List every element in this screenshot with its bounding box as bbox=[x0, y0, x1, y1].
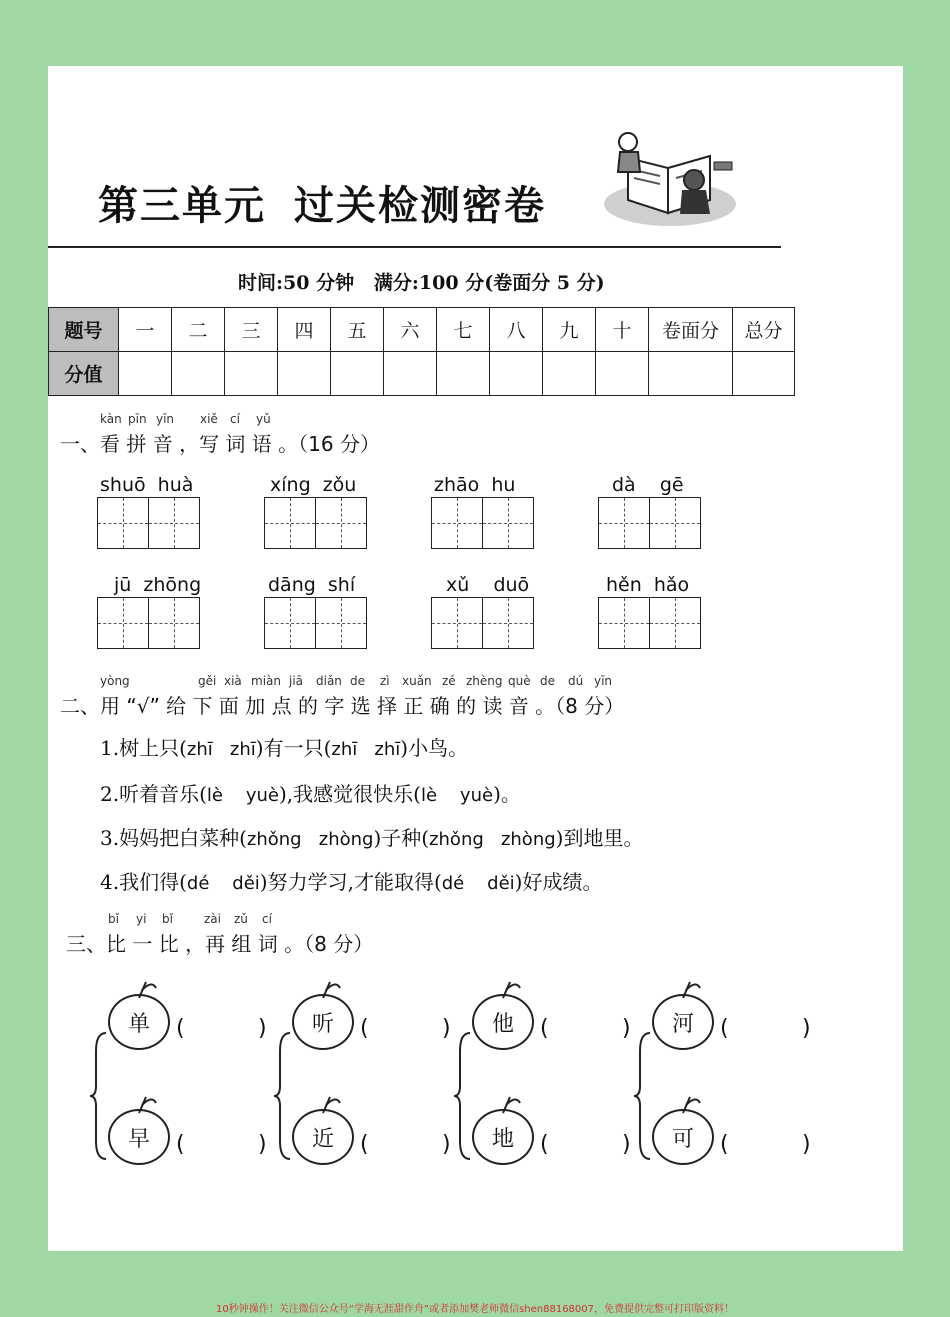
paren-open: ( bbox=[360, 1132, 369, 1157]
pinyin-annotation: de bbox=[540, 674, 555, 688]
paren-open: ( bbox=[176, 1016, 185, 1041]
score-table-row-question bbox=[49, 308, 795, 352]
question-3 bbox=[100, 822, 643, 851]
paren-close: ) bbox=[442, 1132, 451, 1157]
title-unit: 第三单元 bbox=[98, 182, 266, 229]
pinyin-annotation: diǎn bbox=[316, 674, 342, 688]
pinyin-annotation: xiě bbox=[200, 412, 218, 426]
pinyin-annotation: jiā bbox=[289, 674, 304, 688]
score-table-col: 九 bbox=[543, 308, 596, 352]
apple-char-bottom: 早 bbox=[108, 1109, 170, 1165]
section3-title: 三、比 一 比 ，再 组 词 。（8 分） bbox=[66, 932, 374, 956]
score-table-col: 四 bbox=[278, 308, 331, 352]
score-cell[interactable] bbox=[543, 352, 596, 396]
reading-options[interactable]: dé děi bbox=[441, 873, 515, 894]
score-cell[interactable] bbox=[331, 352, 384, 396]
pinyin-annotation: cí bbox=[262, 912, 272, 926]
paren-close: ) bbox=[622, 1016, 631, 1041]
pinyin-word: dāng shí bbox=[268, 574, 356, 596]
apple-char-bottom: 可 bbox=[652, 1109, 714, 1165]
score-cell[interactable] bbox=[384, 352, 437, 396]
pinyin-annotation: pīn bbox=[128, 412, 147, 426]
apple-char-top: 单 bbox=[108, 994, 170, 1050]
pinyin-annotation: zài bbox=[204, 912, 221, 926]
score-table-col: 卷面分 bbox=[649, 308, 733, 352]
score-table bbox=[48, 307, 795, 396]
pinyin-word: xíng zǒu bbox=[270, 474, 357, 496]
pinyin-annotation: yi bbox=[136, 912, 147, 926]
pinyin-annotation: de bbox=[350, 674, 365, 688]
writing-grid[interactable] bbox=[431, 497, 534, 549]
question-text: )到地里。 bbox=[555, 826, 644, 850]
pinyin-annotation: yǔ bbox=[256, 412, 271, 426]
pinyin-annotation: zé bbox=[442, 674, 456, 688]
paren-close: ) bbox=[622, 1132, 631, 1157]
score-table-col: 十 bbox=[596, 308, 649, 352]
reading-options[interactable]: zhī zhī bbox=[186, 739, 256, 760]
apple-char-top: 听 bbox=[292, 994, 354, 1050]
paren-open: ( bbox=[720, 1016, 729, 1041]
apple-char-bottom: 地 bbox=[472, 1109, 534, 1165]
score-table-col: 六 bbox=[384, 308, 437, 352]
writing-grid[interactable] bbox=[97, 497, 200, 549]
apple-char-top: 他 bbox=[472, 994, 534, 1050]
question-text: )子种( bbox=[373, 826, 430, 850]
score-cell[interactable] bbox=[437, 352, 490, 396]
score-table-label: 分值 bbox=[49, 352, 119, 396]
pinyin-annotation: xuǎn bbox=[402, 674, 432, 688]
pinyin-annotation: yīn bbox=[156, 412, 175, 426]
pinyin-annotation: yīn bbox=[594, 674, 613, 688]
score-cell[interactable] bbox=[119, 352, 172, 396]
score-table-row-value bbox=[49, 352, 795, 396]
question-text: )小鸟。 bbox=[400, 736, 469, 760]
brace-icon bbox=[90, 1031, 110, 1161]
pinyin-word: hěn hǎo bbox=[606, 574, 690, 596]
question-text: 3.妈妈把白菜种( bbox=[100, 826, 247, 850]
time-and-score-info: 时间:50 分钟 满分:100 分(卷面分 5 分) bbox=[238, 272, 605, 294]
score-cell[interactable] bbox=[225, 352, 278, 396]
section2-title: 二、用 “√” 给 下 面 加 点 的 字 选 择 正 确 的 读 音 。（8 分） bbox=[60, 694, 625, 718]
students-reading-illustration bbox=[598, 128, 738, 228]
pinyin-annotation: què bbox=[508, 674, 531, 688]
score-table-col: 八 bbox=[490, 308, 543, 352]
question-text: 4.我们得( bbox=[100, 870, 187, 894]
paren-open: ( bbox=[720, 1132, 729, 1157]
question-text: )好成绩。 bbox=[514, 870, 603, 894]
paren-close: ) bbox=[258, 1016, 267, 1041]
reading-options[interactable]: zhī zhī bbox=[331, 739, 401, 760]
writing-grid[interactable] bbox=[431, 597, 534, 649]
pinyin-annotation: zhèng bbox=[466, 674, 503, 688]
paren-close: ) bbox=[802, 1132, 811, 1157]
brace-icon bbox=[634, 1031, 654, 1161]
pinyin-word: zhāo hu bbox=[434, 474, 516, 496]
paren-open: ( bbox=[360, 1016, 369, 1041]
apple-char-top: 河 bbox=[652, 994, 714, 1050]
pinyin-word: shuō huà bbox=[100, 474, 194, 496]
score-cell[interactable] bbox=[278, 352, 331, 396]
pinyin-word: jū zhōng bbox=[114, 574, 202, 596]
writing-grid[interactable] bbox=[264, 497, 367, 549]
reading-options[interactable]: dé děi bbox=[186, 873, 260, 894]
paren-close: ) bbox=[442, 1016, 451, 1041]
question-4 bbox=[100, 866, 602, 895]
reading-options[interactable]: zhǒng zhòng bbox=[246, 829, 374, 850]
pinyin-annotation: bǐ bbox=[108, 912, 119, 926]
score-table-col: 五 bbox=[331, 308, 384, 352]
apple-char bbox=[472, 1101, 534, 1163]
brace-icon bbox=[454, 1031, 474, 1161]
score-table-col: 三 bbox=[225, 308, 278, 352]
apple-char bbox=[652, 986, 714, 1048]
writing-grid[interactable] bbox=[598, 597, 701, 649]
score-table-col: 二 bbox=[172, 308, 225, 352]
writing-grid[interactable] bbox=[598, 497, 701, 549]
question-1 bbox=[100, 732, 468, 761]
pinyin-annotation: miàn bbox=[251, 674, 281, 688]
question-text: ),我感觉很快乐( bbox=[279, 782, 421, 806]
pinyin-annotation: cí bbox=[230, 412, 240, 426]
apple-char bbox=[652, 1101, 714, 1163]
brace-icon bbox=[274, 1031, 294, 1161]
writing-grid[interactable] bbox=[264, 597, 367, 649]
pinyin-annotation: kàn bbox=[100, 412, 122, 426]
score-table-col: 一 bbox=[119, 308, 172, 352]
apple-char-bottom: 近 bbox=[292, 1109, 354, 1165]
paren-open: ( bbox=[176, 1132, 185, 1157]
paren-close: ) bbox=[802, 1016, 811, 1041]
exam-paper bbox=[48, 66, 903, 1251]
question-text: 2.听着音乐( bbox=[100, 782, 207, 806]
pinyin-annotation: xià bbox=[224, 674, 242, 688]
pinyin-annotation: yòng bbox=[100, 674, 130, 688]
apple-char bbox=[108, 1101, 170, 1163]
score-cell[interactable] bbox=[649, 352, 733, 396]
footer-promo-text: 10秒钟操作！关注微信公众号“学海无涯甜作舟”或者添加樊老师微信shen88168007，免费提供完整可打印版资料！ bbox=[215, 1304, 735, 1315]
score-table-col: 七 bbox=[437, 308, 490, 352]
pinyin-annotation: gěi bbox=[198, 674, 217, 688]
question-text: )。 bbox=[493, 782, 521, 806]
apple-char bbox=[292, 986, 354, 1048]
pinyin-annotation: bǐ bbox=[162, 912, 173, 926]
score-cell[interactable] bbox=[172, 352, 225, 396]
page-title bbox=[98, 174, 574, 231]
score-table-label: 题号 bbox=[49, 308, 119, 352]
pinyin-annotation: zì bbox=[380, 674, 390, 688]
score-table-col: 总分 bbox=[733, 308, 795, 352]
paren-close: ) bbox=[258, 1132, 267, 1157]
reading-options[interactable]: zhǒng zhòng bbox=[429, 829, 556, 850]
title-name: 过关检测密卷 bbox=[294, 182, 546, 229]
score-cell[interactable] bbox=[490, 352, 543, 396]
apple-char bbox=[472, 986, 534, 1048]
apple-char bbox=[292, 1101, 354, 1163]
score-cell[interactable] bbox=[596, 352, 649, 396]
question-text: )有一只( bbox=[255, 736, 332, 760]
section1-title: 一、看 拼 音 ，写 词 语 。（16 分） bbox=[60, 432, 380, 456]
paren-open: ( bbox=[540, 1132, 549, 1157]
score-cell[interactable] bbox=[733, 352, 795, 396]
pinyin-word: dà gē bbox=[612, 474, 684, 496]
paren-open: ( bbox=[540, 1016, 549, 1041]
reading-options[interactable]: lè yuè bbox=[420, 785, 494, 806]
pinyin-annotation: zǔ bbox=[234, 912, 248, 926]
header-divider bbox=[48, 246, 781, 248]
question-text: )努力学习,才能取得( bbox=[259, 870, 442, 894]
question-text: 1.树上只( bbox=[100, 736, 187, 760]
apple-char bbox=[108, 986, 170, 1048]
question-2 bbox=[100, 778, 521, 807]
pinyin-word: xǔ duō bbox=[446, 574, 530, 596]
pinyin-annotation: dú bbox=[568, 674, 584, 688]
reading-options[interactable]: lè yuè bbox=[206, 785, 279, 806]
writing-grid[interactable] bbox=[97, 597, 200, 649]
